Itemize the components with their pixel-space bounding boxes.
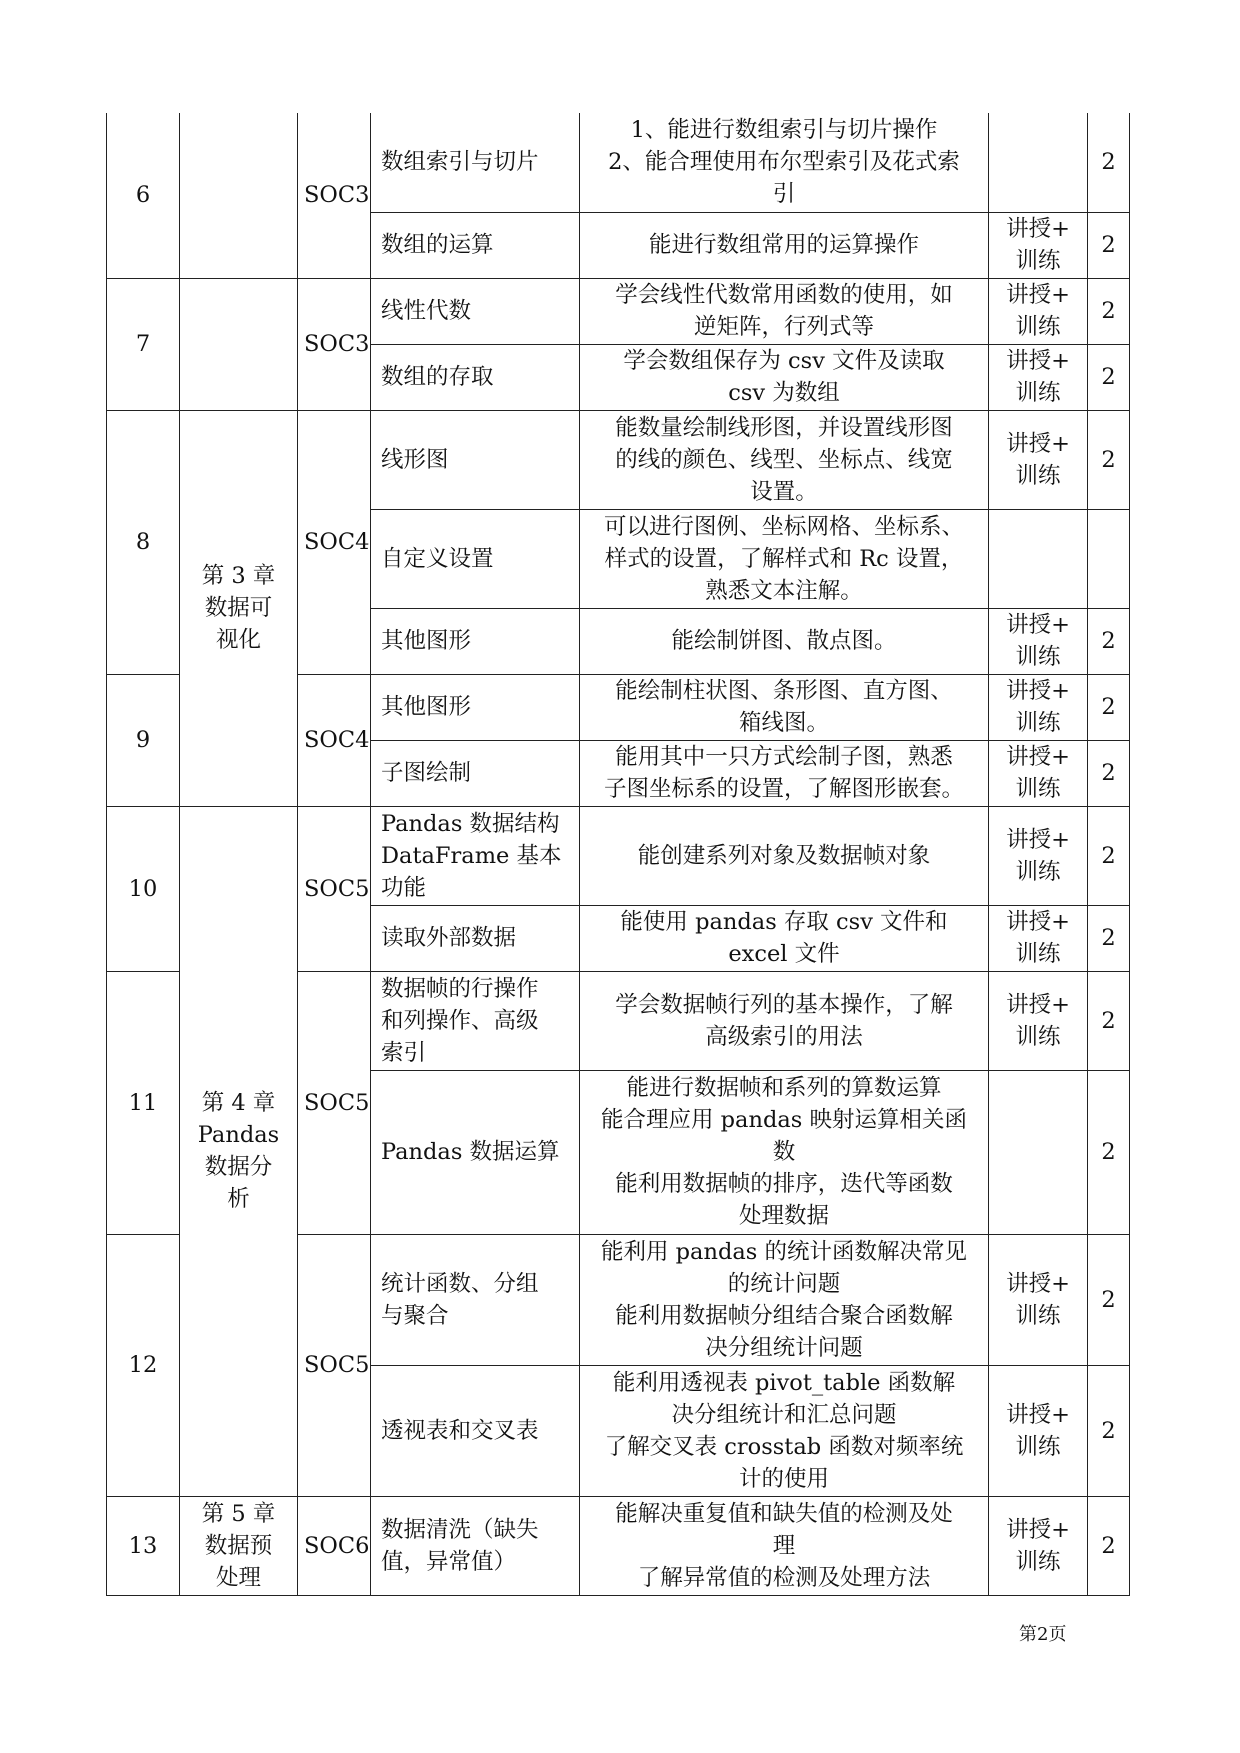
content-cell: 数组的运算 — [371, 212, 580, 278]
table-row — [107, 806, 1130, 905]
content-cell: 数组的存取 — [371, 344, 580, 410]
goal-cell: 能利用 pandas 的统计函数解决常见 的统计问题 能利用数据帧分组结合聚合函数解 决分组统计问题 — [580, 1234, 989, 1365]
soc-cell: SOC5 — [298, 1234, 371, 1496]
hours-cell: 2 — [1088, 410, 1130, 509]
content-cell: 其他图形 — [371, 608, 580, 674]
hours-cell: 2 — [1088, 212, 1130, 278]
chapter-cell: 第 4 章 Pandas 数据分 析 — [180, 806, 298, 1496]
week-cell: 11 — [107, 971, 180, 1234]
soc-cell: SOC3 — [298, 113, 371, 278]
soc-cell: SOC4 — [298, 674, 371, 806]
goal-cell: 能解决重复值和缺失值的检测及处 理 了解异常值的检测及处理方法 — [580, 1496, 989, 1595]
hours-cell: 2 — [1088, 113, 1130, 212]
method-cell: 讲授+ 训练 — [989, 278, 1088, 344]
soc-cell: SOC5 — [298, 806, 371, 971]
method-cell — [989, 113, 1088, 212]
table-row — [107, 278, 1130, 344]
method-cell: 讲授+ 训练 — [989, 1496, 1088, 1595]
method-cell: 讲授+ 训练 — [989, 344, 1088, 410]
table-row — [107, 1496, 1130, 1595]
hours-cell: 2 — [1088, 971, 1130, 1070]
chapter-cell: 第 5 章 数据预 处理 — [180, 1496, 298, 1595]
week-cell: 10 — [107, 806, 180, 971]
chapter-cell: 第 3 章 数据可 视化 — [180, 410, 298, 806]
method-cell: 讲授+ 训练 — [989, 212, 1088, 278]
page-number: 第2页 — [1019, 1624, 1067, 1645]
method-cell: 讲授+ 训练 — [989, 905, 1088, 971]
goal-cell: 能绘制饼图、散点图。 — [580, 608, 989, 674]
content-cell: 统计函数、分组 与聚合 — [371, 1234, 580, 1365]
method-cell: 讲授+ 训练 — [989, 1234, 1088, 1365]
content-cell: 数据清洗（缺失 值，异常值） — [371, 1496, 580, 1595]
goal-cell: 学会数据帧行列的基本操作，了解 高级索引的用法 — [580, 971, 989, 1070]
soc-cell: SOC3 — [298, 278, 371, 410]
soc-cell: SOC4 — [298, 410, 371, 674]
content-cell: 自定义设置 — [371, 509, 580, 608]
goal-cell: 1、能进行数组索引与切片操作 2、能合理使用布尔型索引及花式索 引 — [580, 113, 989, 212]
goal-cell: 学会数组保存为 csv 文件及读取 csv 为数组 — [580, 344, 989, 410]
content-cell: 数据帧的行操作 和列操作、高级 索引 — [371, 971, 580, 1070]
content-cell: Pandas 数据结构 DataFrame 基本 功能 — [371, 806, 580, 905]
content-cell: 透视表和交叉表 — [371, 1365, 580, 1496]
goal-cell: 能使用 pandas 存取 csv 文件和 excel 文件 — [580, 905, 989, 971]
goal-cell: 能进行数据帧和系列的算数运算 能合理应用 pandas 映射运算相关函 数 能利用数据帧的排序，迭代等函数 处理数据 — [580, 1070, 989, 1234]
week-cell: 9 — [107, 674, 180, 806]
hours-cell: 2 — [1088, 806, 1130, 905]
chapter-cell — [180, 278, 298, 410]
week-cell: 7 — [107, 278, 180, 410]
hours-cell: 2 — [1088, 674, 1130, 740]
content-cell: 线性代数 — [371, 278, 580, 344]
table-row — [107, 410, 1130, 509]
hours-cell: 2 — [1088, 740, 1130, 806]
schedule-table — [106, 113, 1130, 1596]
method-cell — [989, 509, 1088, 608]
method-cell: 讲授+ 训练 — [989, 608, 1088, 674]
goal-cell: 能创建系列对象及数据帧对象 — [580, 806, 989, 905]
hours-cell: 2 — [1088, 344, 1130, 410]
week-cell: 6 — [107, 113, 180, 278]
hours-cell: 2 — [1088, 1234, 1130, 1365]
goal-cell: 学会线性代数常用函数的使用，如 逆矩阵，行列式等 — [580, 278, 989, 344]
method-cell: 讲授+ 训练 — [989, 740, 1088, 806]
content-cell: 数组索引与切片 — [371, 113, 580, 212]
goal-cell: 能利用透视表 pivot_table 函数解 决分组统计和汇总问题 了解交叉表 crosstab 函数对频率统 计的使用 — [580, 1365, 989, 1496]
goal-cell: 可以进行图例、坐标网格、坐标系、 样式的设置，了解样式和 Rc 设置， 熟悉文本注解。 — [580, 509, 989, 608]
method-cell: 讲授+ 训练 — [989, 1365, 1088, 1496]
content-cell: 读取外部数据 — [371, 905, 580, 971]
goal-cell: 能数量绘制线形图，并设置线形图 的线的颜色、线型、坐标点、线宽 设置。 — [580, 410, 989, 509]
hours-cell: 2 — [1088, 1365, 1130, 1496]
hours-cell: 2 — [1088, 905, 1130, 971]
week-cell: 12 — [107, 1234, 180, 1496]
goal-cell: 能绘制柱状图、条形图、直方图、 箱线图。 — [580, 674, 989, 740]
method-cell: 讲授+ 训练 — [989, 806, 1088, 905]
week-cell: 13 — [107, 1496, 180, 1595]
method-cell: 讲授+ 训练 — [989, 971, 1088, 1070]
method-cell — [989, 1070, 1088, 1234]
hours-cell: 2 — [1088, 278, 1130, 344]
goal-cell: 能用其中一只方式绘制子图，熟悉 子图坐标系的设置，了解图形嵌套。 — [580, 740, 989, 806]
content-cell: 线形图 — [371, 410, 580, 509]
hours-cell: 2 — [1088, 1496, 1130, 1595]
goal-cell: 能进行数组常用的运算操作 — [580, 212, 989, 278]
soc-cell: SOC5 — [298, 971, 371, 1234]
hours-cell: 2 — [1088, 1070, 1130, 1234]
table-row — [107, 113, 1130, 212]
content-cell: 子图绘制 — [371, 740, 580, 806]
week-cell: 8 — [107, 410, 180, 674]
content-cell: 其他图形 — [371, 674, 580, 740]
hours-cell: 2 — [1088, 608, 1130, 674]
hours-cell — [1088, 509, 1130, 608]
soc-cell: SOC6 — [298, 1496, 371, 1595]
content-cell: Pandas 数据运算 — [371, 1070, 580, 1234]
method-cell: 讲授+ 训练 — [989, 410, 1088, 509]
chapter-cell — [180, 113, 298, 278]
method-cell: 讲授+ 训练 — [989, 674, 1088, 740]
